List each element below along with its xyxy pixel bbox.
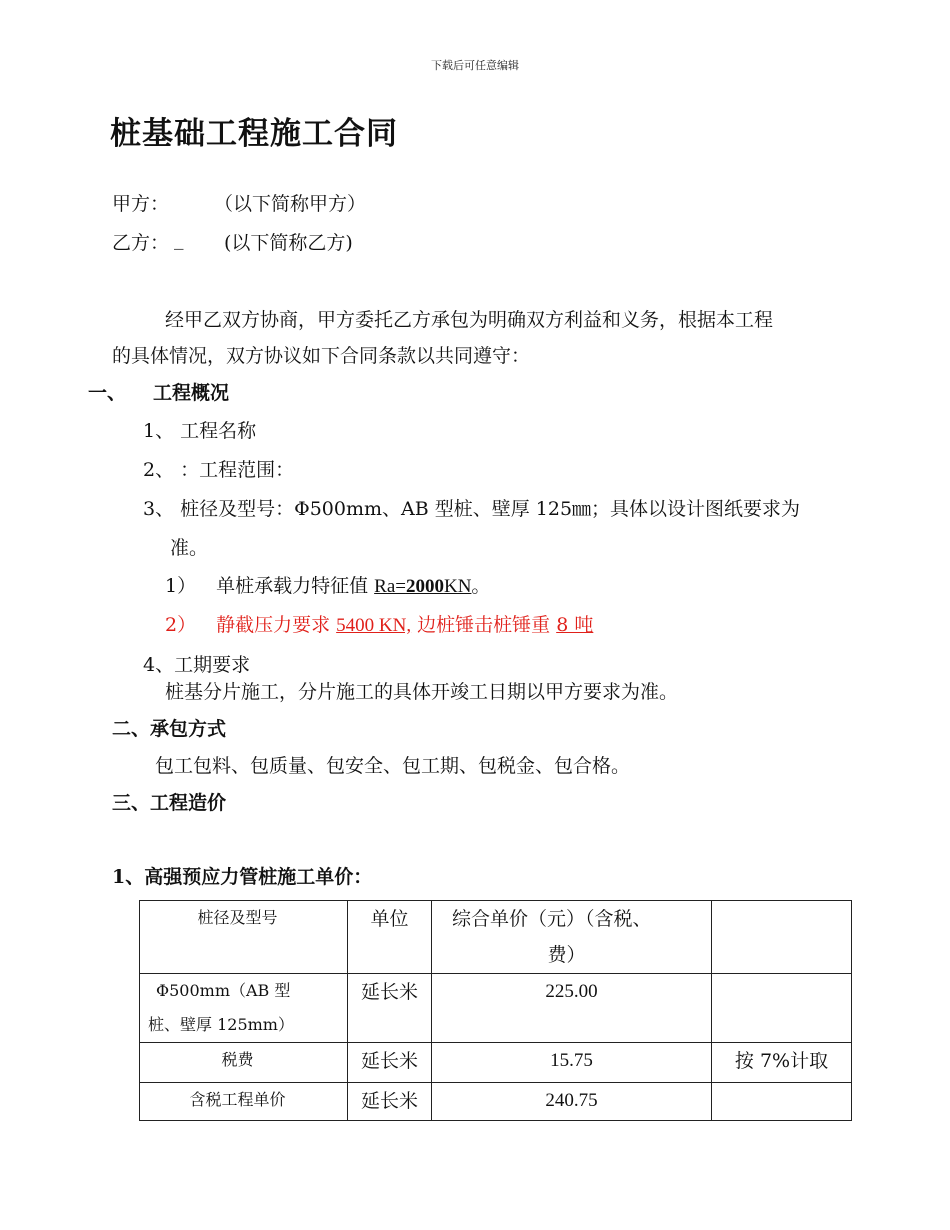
sub-item-1-number: 1） [165,575,197,597]
party-b-label: 乙方： [112,232,170,254]
header-cell-price: 综合单价（元）（含税、 费） [432,901,712,974]
header-cell-model: 桩径及型号 [140,901,348,974]
table-row [140,1083,852,1121]
sub-item-1-end: 。 [471,575,491,597]
section-3-title: 三、工程造价 [112,792,227,814]
header-cell-note [712,901,852,974]
pressure-value: 5400 KN, [336,615,412,636]
item-1: 1、 工程名称 [143,420,257,442]
price-subheading: 1、高强预应力管桩施工单价： [112,866,373,888]
header-cell-unit: 单位 [348,901,432,974]
ra-unit: KN [443,576,472,597]
cell-price: 225.00 [432,974,712,1043]
cell-unit: 延长米 [348,1043,432,1083]
item-4: 4、工期要求 [143,654,251,676]
party-a-note: （以下简称甲方） [214,193,367,215]
item-2: 2、 ：工程范围： [143,459,295,481]
cell-note [712,1083,852,1121]
ra-value: 2000 [405,576,444,597]
cell-price: 15.75 [432,1043,712,1083]
sub-item-2-text-2: 边桩锤击桩锤重 [411,614,557,636]
sub-item-2 [165,610,593,637]
price-table [139,900,852,1121]
item-4-detail: 桩基分片施工，分片施工的具体开竣工日期以甲方要求为准。 [165,681,679,703]
section-1-number: 一、 [88,382,127,404]
sub-item-1-text: 单桩承载力特征值 [216,575,375,597]
table-header-row [140,901,852,974]
item-3-line-2: 准。 [170,537,209,559]
party-b-blank: _ [174,228,184,250]
section-1-title: 工程概况 [153,382,230,404]
party-b-note: (以下简称乙方) [224,232,353,254]
sub-item-2-number: 2） [165,614,197,636]
cell-model: 税费 [140,1043,348,1083]
cell-unit: 延长米 [348,1083,432,1121]
ra-label: Ra= [374,576,406,597]
intro-line-2: 的具体情况，双方协议如下合同条款以共同遵守： [112,345,531,367]
intro-line-1: 经甲乙双方协商，甲方委托乙方承包为明确双方利益和义务，根据本工程 [165,309,774,331]
cell-model: 含税工程单价 [140,1083,348,1121]
cell-model: Φ500mm（AB 型 桩、壁厚 125mm） [140,974,348,1043]
cell-price: 240.75 [432,1083,712,1121]
section-2-detail: 包工包料、包质量、包安全、包工期、包税金、包合格。 [155,755,631,777]
sub-item-2-text-1: 静截压力要求 [216,614,337,636]
table-row [140,974,852,1043]
sub-item-1 [165,571,490,598]
cell-note: 按 7%计取 [712,1043,852,1083]
cell-note [712,974,852,1043]
header-note: 下载后可任意编辑 [431,59,519,72]
table-row [140,1043,852,1083]
hammer-weight-value: 8 吨 [556,614,594,636]
cell-unit: 延长米 [348,974,432,1043]
item-3-line-1: 3、 桩径及型号：Φ500mm、AB 型桩、壁厚 125㎜；具体以设计图纸要求为 [143,498,801,520]
party-a-label: 甲方： [112,193,170,215]
document-title: 桩基础工程施工合同 [110,116,398,152]
section-2-title: 二、承包方式 [112,718,227,740]
